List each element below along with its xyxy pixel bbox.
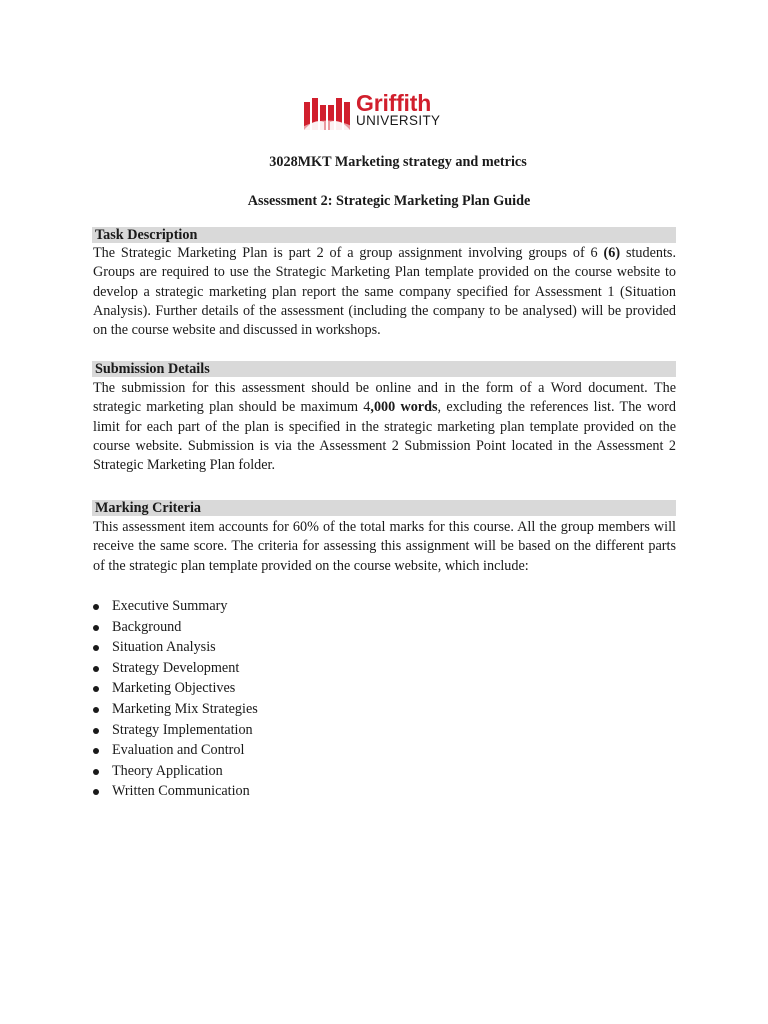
list-item: [93, 637, 258, 658]
task-text-part1: The Strategic Marketing Plan is part 2 of a group assignment involving groups of 6: [93, 245, 604, 261]
submission-text-part2: , excluding the references list. The word limit for each part of the plan is specified in the strategic marketing plan template provided on the course website. Submission is via the Assessment 2 Submission Point located in the Assessment 2 Strategic Marketing Plan folder.: [93, 399, 677, 474]
criteria-item-label: Strategy Implementation: [112, 721, 253, 738]
bullet-icon: [93, 748, 99, 754]
list-item: [93, 699, 258, 720]
marking-criteria-heading: [92, 500, 676, 516]
list-item: [93, 596, 258, 617]
bullet-icon: [93, 686, 99, 692]
griffith-emblem-icon: [302, 96, 354, 130]
list-item: [93, 740, 258, 761]
list-item: [93, 617, 258, 638]
submission-details-paragraph: [93, 379, 676, 475]
marking-criteria-heading-text: Marking Criteria: [95, 500, 201, 516]
marking-criteria-paragraph: This assessment item accounts for 60% of the total marks for this course. All the group members will receive the same score. The criteria for assessing this assignment will be based on the different parts of the strategic plan template provided on the course website, which include:: [93, 519, 676, 574]
task-description-heading-text: Task Description: [95, 227, 198, 243]
bullet-icon: [93, 789, 99, 795]
list-item: [93, 781, 258, 802]
list-item: [93, 720, 258, 741]
list-item: [93, 678, 258, 699]
task-text-part2: students. Groups are required to use the Strategic Marketing Plan template provided on the course website to develop a strategic marketing plan report the same company specified for Assessment 1 (Situation Analysis). Further details of the assessment (including the company to be analysed) will be provided on the course website and discussed in workshops.: [93, 245, 676, 339]
submission-text-part1: The submission for this assessment should be online and in the form of a Word document. The strategic marketing plan should be maximum 4: [93, 380, 676, 416]
bullet-icon: [93, 625, 99, 631]
criteria-item-label: Background: [112, 618, 182, 635]
criteria-item-label: Strategy Development: [112, 659, 240, 676]
bullet-icon: [93, 769, 99, 775]
bullet-icon: [93, 728, 99, 734]
bullet-icon: [93, 604, 99, 610]
list-item: [93, 658, 258, 679]
submission-details-heading-text: Submission Details: [95, 361, 210, 377]
bullet-icon: [93, 707, 99, 713]
criteria-item-label: Marketing Mix Strategies: [112, 700, 258, 717]
criteria-item-label: Theory Application: [112, 762, 223, 779]
bullet-icon: [93, 666, 99, 672]
griffith-university-logo: [302, 90, 470, 132]
submission-text-bold: ,000 words: [370, 399, 438, 416]
list-item: [93, 761, 258, 782]
criteria-item-label: Written Communication: [112, 783, 250, 800]
submission-details-heading: [92, 361, 676, 377]
logo-wordmark: [356, 92, 440, 127]
bullet-icon: [93, 645, 99, 651]
assessment-title: Assessment 2: Strategic Marketing Plan Guide: [247, 193, 531, 209]
criteria-list: [93, 596, 258, 802]
criteria-item-label: Situation Analysis: [112, 639, 216, 656]
criteria-item-label: Evaluation and Control: [112, 742, 245, 759]
task-description-heading: [92, 227, 676, 243]
criteria-item-label: Executive Summary: [112, 598, 228, 614]
task-text-bold: (6): [603, 245, 621, 261]
criteria-item-label: Marketing Objectives: [112, 680, 236, 697]
logo-name-line1: Griffith: [356, 90, 432, 116]
task-description-paragraph: [93, 244, 676, 340]
course-title: 3028MKT Marketing strategy and metrics: [269, 154, 527, 170]
logo-name-line2: UNIVERSITY: [356, 113, 441, 128]
